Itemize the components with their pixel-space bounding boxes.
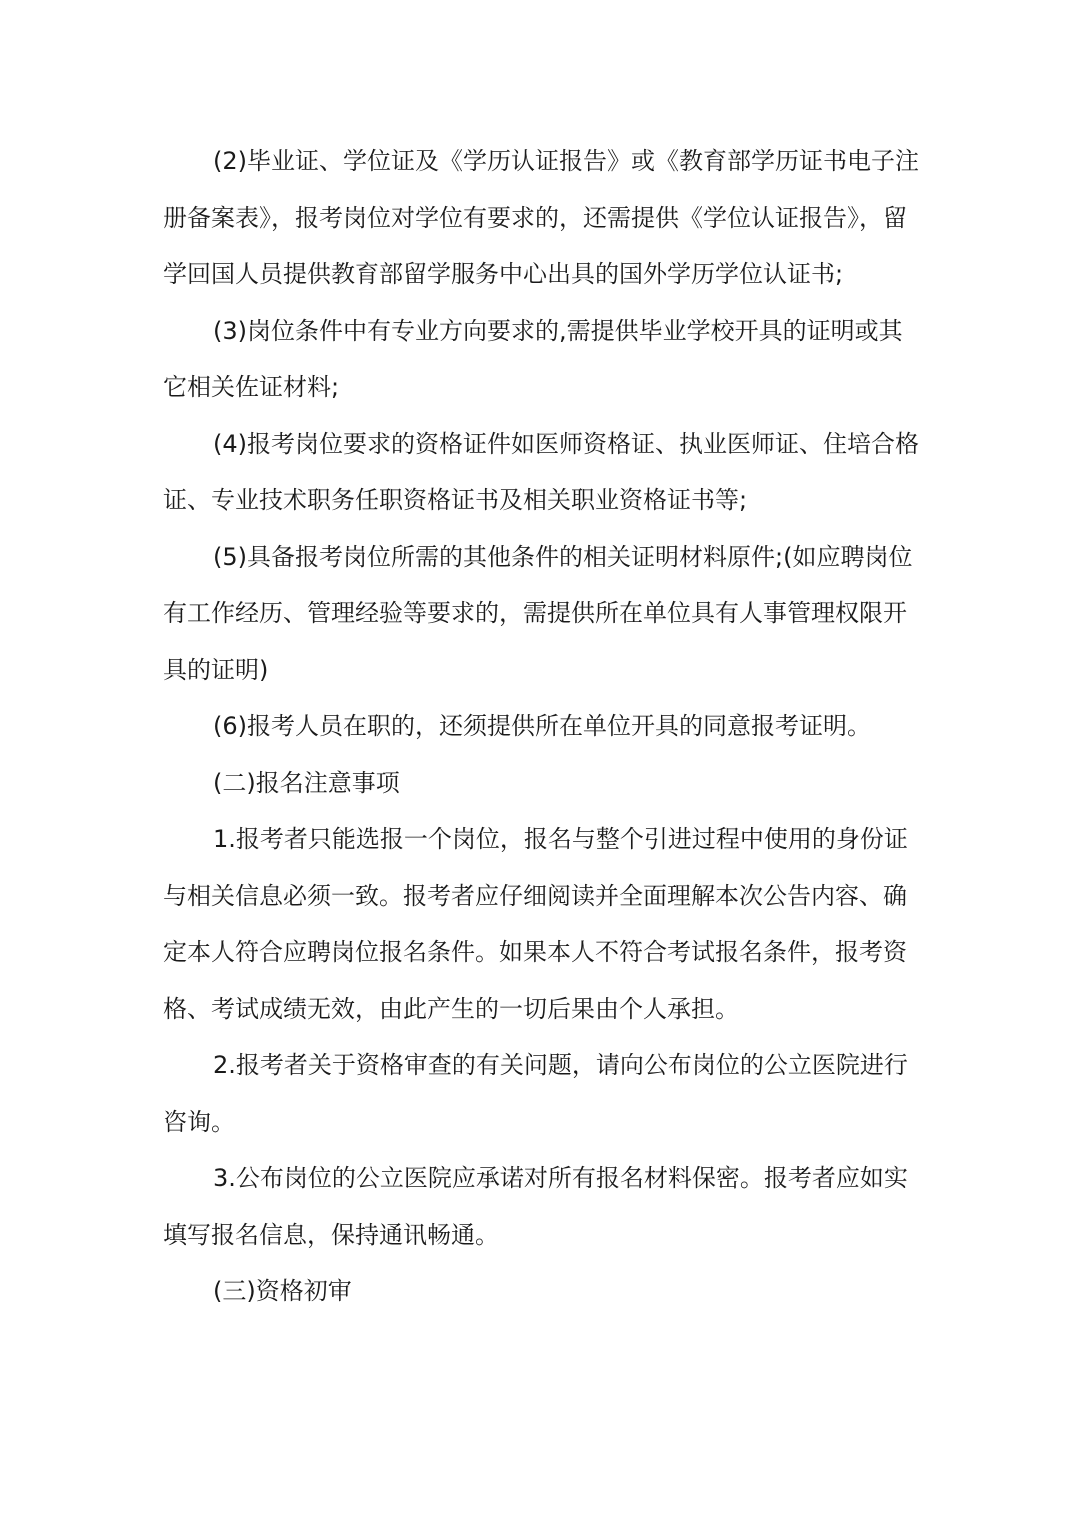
paragraph-note-2: 2.报考者关于资格审查的有关问题，请向公布岗位的公立医院进行咨询。: [163, 1051, 908, 1136]
section-heading-qualification-review: (三)资格初审: [213, 1277, 352, 1305]
paragraph-item-6: (6)报考人员在职的，还须提供所在单位开具的同意报考证明。: [213, 712, 871, 740]
document-body: [163, 133, 923, 1320]
paragraph-note-3: 3.公布岗位的公立医院应承诺对所有报名材料保密。报考者应如实填写报名信息，保持通讯畅通。: [163, 1164, 908, 1249]
paragraph-item-4: (4)报考岗位要求的资格证件如医师资格证、执业医师证、住培合格证、专业技术职务任职资格证书及相关职业资格证书等;: [163, 429, 919, 514]
section-heading-registration-notes: (二)报名注意事项: [213, 768, 400, 797]
paragraph-item-5: (5)具备报考岗位所需的其他条件的相关证明材料原件;(如应聘岗位有工作经历、管理经验等要求的，需提供所在单位具有人事管理权限开具的证明): [163, 542, 913, 684]
paragraph-item-2: (2)毕业证、学位证及《学历认证报告》或《教育部学历证书电子注册备案表》，报考岗位对学位有要求的，还需提供《学位认证报告》，留学回国人员提供教育部留学服务中心出具的国外学历学位认证书;: [163, 147, 919, 288]
paragraph-item-3: (3)岗位条件中有专业方向要求的,需提供毕业学校开具的证明或其它相关佐证材料;: [163, 316, 903, 401]
paragraph-note-1: 1.报考者只能选报一个岗位，报名与整个引进过程中使用的身份证与相关信息必须一致。报考者应仔细阅读并全面理解本次公告内容、确定本人符合应聘岗位报名条件。如果本人不符合考试报名条件，报考资格、考试成绩无效，由此产生的一切后果由个人承担。: [163, 825, 908, 1023]
